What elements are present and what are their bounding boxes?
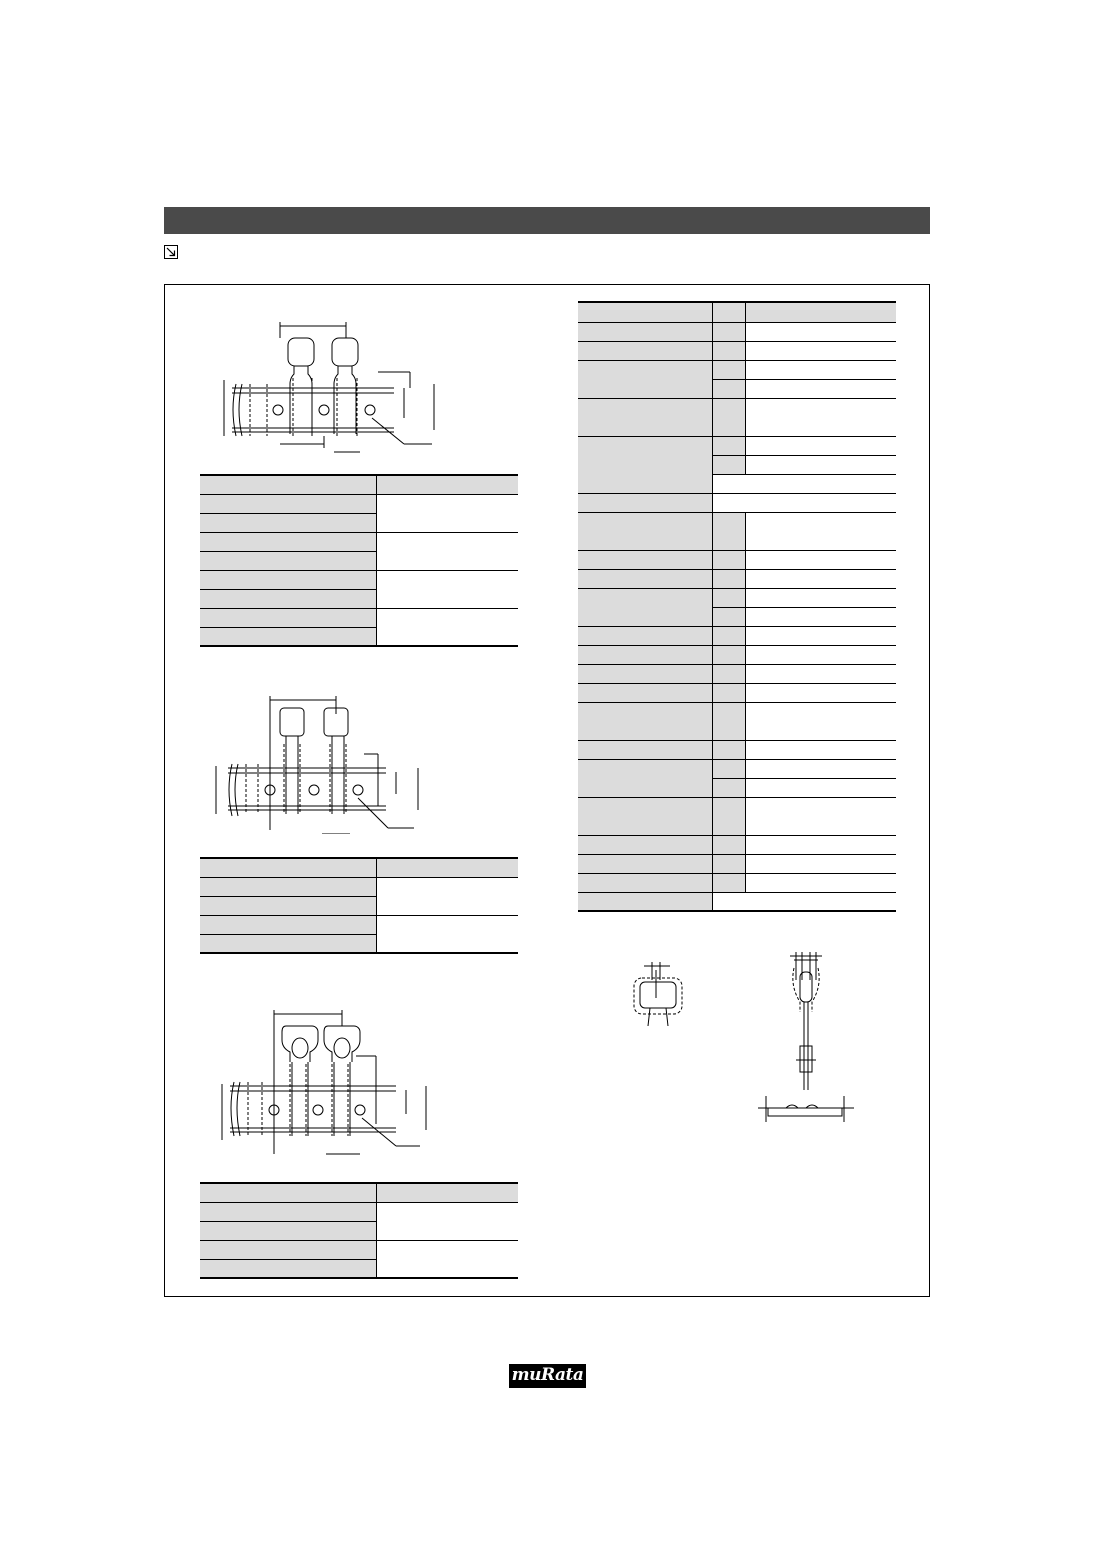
table-cell — [200, 934, 376, 953]
table-cell — [200, 494, 376, 513]
table-cell — [200, 1202, 376, 1221]
table-cell — [745, 778, 896, 797]
table-cell — [376, 1240, 518, 1278]
table-cell — [578, 683, 712, 702]
table-cell — [745, 645, 896, 664]
dimension-table-3 — [200, 1182, 518, 1279]
table-cell — [578, 398, 712, 436]
table-cell — [578, 892, 712, 911]
taping-drawing-1 — [214, 318, 446, 458]
table-cell — [745, 683, 896, 702]
table-cell — [712, 683, 745, 702]
table-cell — [712, 455, 745, 474]
table-cell — [578, 341, 712, 360]
table-header-cell — [200, 475, 376, 494]
table-cell — [712, 778, 745, 797]
table-header-cell — [376, 475, 518, 494]
table-cell — [712, 322, 745, 341]
diagonal-arrow-icon — [164, 245, 178, 259]
table-cell — [578, 835, 712, 854]
table-cell — [712, 569, 745, 588]
table-cell — [745, 873, 896, 892]
table-cell — [745, 759, 896, 778]
table-cell — [578, 550, 712, 569]
murata-logo — [509, 1364, 586, 1388]
table-cell — [712, 607, 745, 626]
table-cell — [745, 835, 896, 854]
table-cell — [712, 588, 745, 607]
table-header-cell — [578, 302, 712, 322]
table-cell — [712, 835, 745, 854]
table-cell — [712, 493, 896, 512]
table-cell — [578, 626, 712, 645]
table-cell — [712, 436, 745, 455]
table-cell — [745, 512, 896, 550]
table-cell — [712, 645, 745, 664]
table-cell — [745, 588, 896, 607]
table-cell — [712, 740, 745, 759]
taping-drawing-3 — [214, 1004, 444, 1164]
table-cell — [712, 759, 745, 778]
table-cell — [745, 702, 896, 740]
table-cell — [200, 532, 376, 551]
table-cell — [376, 570, 518, 608]
table-cell — [712, 379, 745, 398]
table-cell — [745, 398, 896, 436]
table-cell — [712, 854, 745, 873]
table-cell — [578, 797, 712, 835]
table-cell — [376, 494, 518, 532]
table-header-cell — [200, 1183, 376, 1202]
table-cell — [745, 664, 896, 683]
table-cell — [578, 512, 712, 550]
table-cell — [745, 626, 896, 645]
table-cell — [578, 873, 712, 892]
table-cell — [745, 550, 896, 569]
component-front-view — [628, 958, 688, 1030]
table-cell — [578, 759, 712, 797]
table-cell — [376, 608, 518, 646]
table-cell — [578, 702, 712, 740]
table-cell — [745, 341, 896, 360]
table-cell — [712, 702, 745, 740]
table-cell — [712, 512, 745, 550]
table-cell — [712, 892, 896, 911]
table-header-cell — [200, 858, 376, 877]
table-cell — [200, 589, 376, 608]
table-cell — [376, 915, 518, 953]
table-cell — [712, 398, 745, 436]
table-cell — [578, 588, 712, 626]
dimension-table-2 — [200, 857, 518, 954]
table-cell — [200, 627, 376, 646]
table-cell — [200, 896, 376, 915]
table-cell — [200, 551, 376, 570]
table-cell — [745, 607, 896, 626]
table-cell — [578, 664, 712, 683]
table-cell — [200, 608, 376, 627]
table-cell — [376, 877, 518, 915]
table-cell — [578, 645, 712, 664]
table-cell — [578, 740, 712, 759]
table-cell — [745, 322, 896, 341]
table-cell — [578, 322, 712, 341]
table-cell — [712, 474, 896, 493]
table-cell — [578, 569, 712, 588]
table-cell — [745, 455, 896, 474]
table-cell — [578, 436, 712, 493]
table-cell — [712, 360, 745, 379]
table-cell — [712, 664, 745, 683]
table-cell — [200, 570, 376, 589]
logo-text: muRata — [511, 1365, 584, 1385]
table-cell — [200, 877, 376, 896]
table-cell — [376, 1202, 518, 1240]
table-header-cell — [745, 302, 896, 322]
table-cell — [745, 379, 896, 398]
table-cell — [712, 626, 745, 645]
table-cell — [745, 854, 896, 873]
table-header-cell — [712, 302, 745, 322]
component-side-view — [756, 950, 866, 1130]
table-cell — [712, 550, 745, 569]
taping-drawing-2 — [208, 694, 424, 834]
table-cell — [376, 532, 518, 570]
table-header-cell — [376, 1183, 518, 1202]
taping-dimensions-table — [578, 301, 896, 912]
table-cell — [578, 854, 712, 873]
section-header-bar — [164, 207, 930, 234]
table-cell — [745, 569, 896, 588]
table-cell — [745, 797, 896, 835]
table-cell — [745, 436, 896, 455]
table-cell — [712, 873, 745, 892]
table-header-cell — [376, 858, 518, 877]
table-cell — [200, 915, 376, 934]
table-cell — [745, 360, 896, 379]
table-cell — [200, 1259, 376, 1278]
table-cell — [712, 797, 745, 835]
table-cell — [200, 1240, 376, 1259]
table-cell — [578, 360, 712, 398]
table-cell — [578, 493, 712, 512]
table-cell — [200, 1221, 376, 1240]
table-cell — [745, 740, 896, 759]
table-cell — [712, 341, 745, 360]
table-cell — [200, 513, 376, 532]
dimension-table-1 — [200, 474, 518, 647]
